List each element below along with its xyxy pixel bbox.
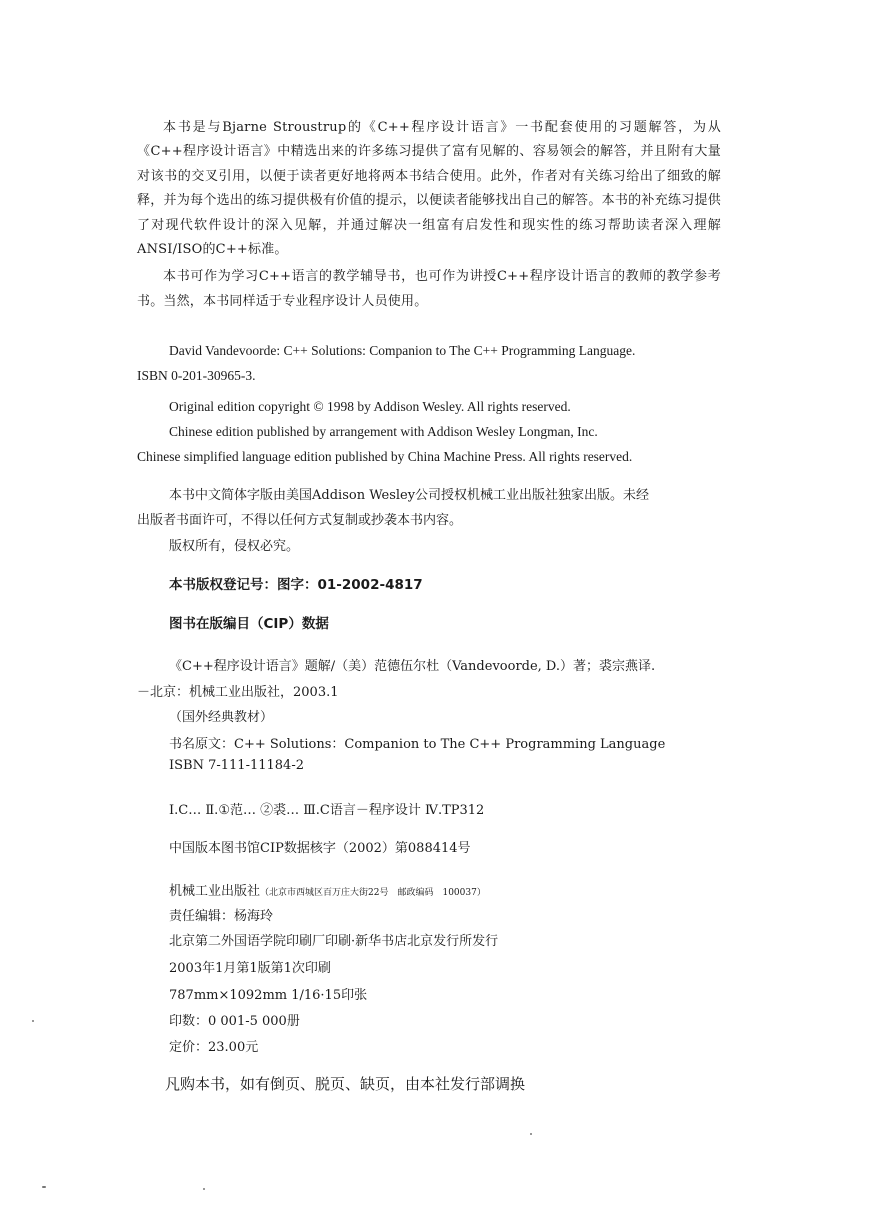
print-run: 印数：0 001-5 000册 [169,1014,300,1029]
scan-speck [32,1020,34,1022]
price: 定价：23.00元 [169,1040,259,1055]
cip-core-number: 中国版本图书馆CIP数据核字（2002）第088414号 [169,841,471,856]
cip-line-3: （国外经典教材） [169,710,274,725]
cip-classification: Ⅰ.C… Ⅱ.①范… ②裘… Ⅲ.C语言－程序设计 Ⅳ.TP312 [169,803,485,818]
publisher-name: 机械工业出版社 [169,884,261,899]
publisher-line [169,880,486,899]
return-notice: 凡购本书，如有倒页、脱页、缺页，由本社发行部调换 [165,1075,526,1093]
original-copyright: Original edition copyright © 1998 by Addison Wesley. All rights reserved. [169,399,571,414]
cip-line-2: －北京：机械工业出版社，2003.1 [137,685,339,700]
intro-paragraph-2: 本书可作为学习C++语言的教学辅导书，也可作为讲授C++程序设计语言的教师的教学参考书。当然，本书同样适于专业程序设计人员使用。 [137,269,721,309]
rights-line-3: 版权所有，侵权必究。 [169,539,300,554]
registration-number: 本书版权登记号：图字：01-2002-4817 [169,577,423,593]
original-title: David Vandevoorde: C++ Solutions: Companion to The C++ Programming Language. [169,343,636,358]
original-isbn: ISBN 0-201-30965-3. [137,368,256,383]
cip-line-1: 《C++程序设计语言》题解/（美）范德伍尔杜（Vandevoorde, D.）著；裘宗燕译. [169,659,656,674]
edition-info: 2003年1月第1版第1次印刷 [169,961,331,976]
format-info: 787mm×1092mm 1/16·15印张 [169,988,368,1003]
scan-speck [203,1188,205,1190]
original-edition-info [137,338,737,469]
simplified-edition-note: Chinese simplified language edition published by China Machine Press. All rights reserved. [137,449,633,464]
cip-line-4: 书名原文：C++ Solutions：Companion to The C++ Programming Language [169,737,666,752]
book-introduction [137,116,721,314]
rights-line-1: 本书中文简体字版由美国Addison Wesley公司授权机械工业出版社独家出版。未经 [169,488,650,503]
rights-line-2: 出版者书面许可，不得以任何方式复制或抄袭本书内容。 [137,513,463,528]
scan-speck [530,1133,532,1135]
cip-heading: 图书在版编目（CIP）数据 [169,616,329,632]
intro-paragraph-1: 本书是与Bjarne Stroustrup的《C++程序设计语言》一书配套使用的习题解答，为从《C++程序设计语言》中精选出来的许多练习提供了富有见解的、容易领会的解答，并且附有大量对该书的交叉引用，以便于读者更好地将两本书结合使用。此外，作者对有关练习给出了细致的解释，并为每个选出的练习提供极有价值的提示，以便读者能够找出自己的解答。本书的补充练习提供了对现代软件设计的深入见解，并通过解决一组富有启发性和现实性的练习帮助读者深入理解ANSI/ISO的C++标准。 [137,120,721,258]
cip-isbn: ISBN 7-111-11184-2 [169,758,304,773]
scan-speck [42,1186,46,1188]
publisher-address: （北京市西城区百万庄大街22号 邮政编码 100037） [260,888,486,898]
chinese-edition-note: Chinese edition published by arrangement with Addison Wesley Longman, Inc. [169,424,598,439]
printer-distributor: 北京第二外国语学院印刷厂印刷·新华书店北京发行所发行 [169,934,499,949]
responsible-editor: 责任编辑：杨海玲 [169,909,274,924]
